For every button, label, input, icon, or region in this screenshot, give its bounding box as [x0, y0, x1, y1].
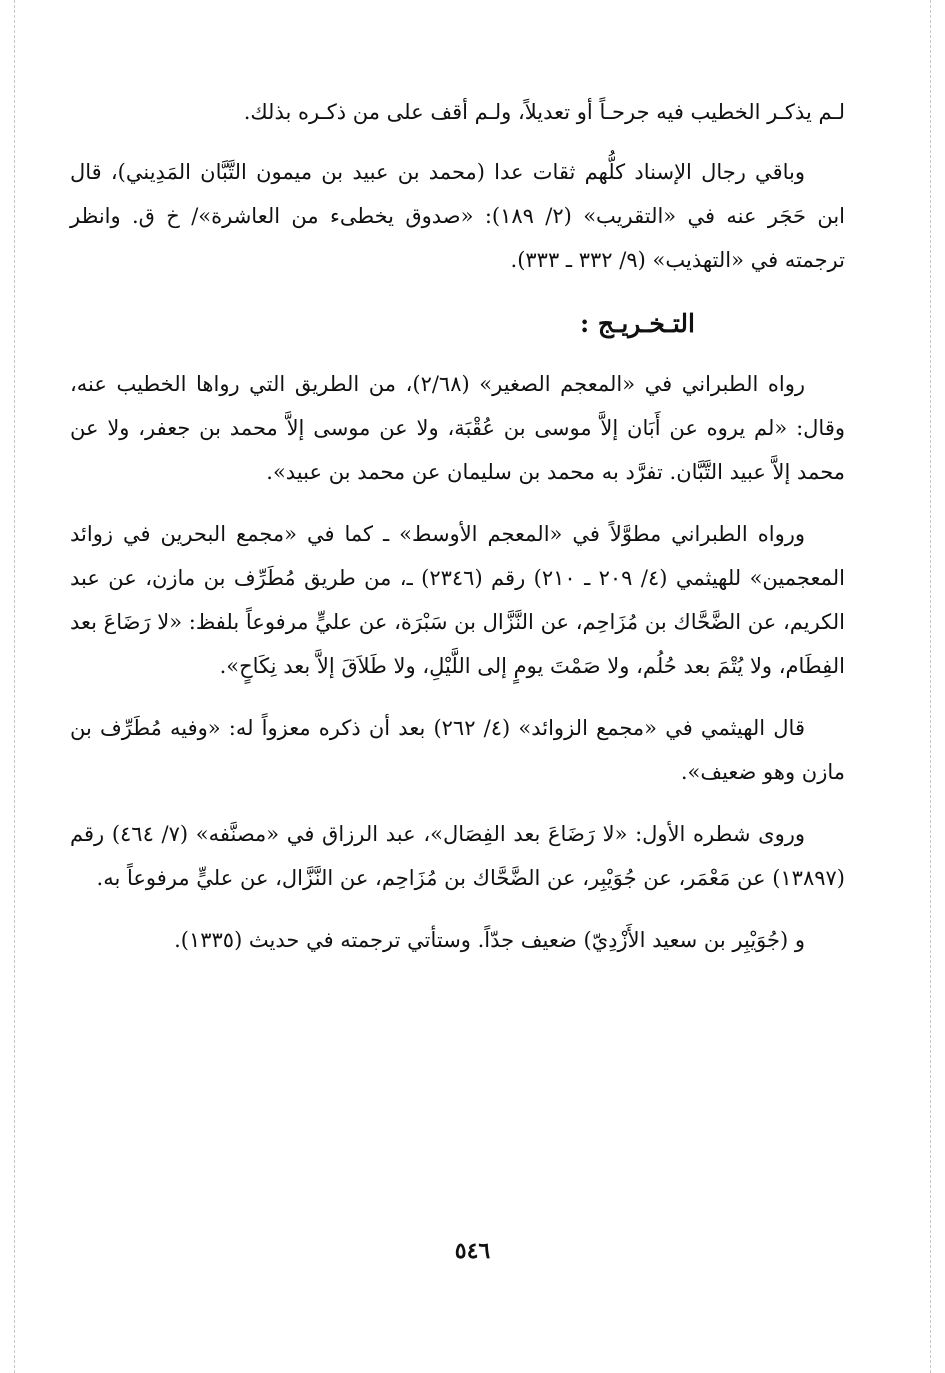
scan-edge-right — [930, 0, 931, 1373]
paragraph-tabarani-saghir: رواه الطبراني في «المعجم الصغير» (٢/٦٨)، من الطريق التي رواها الخطيب عنه، وقال: «لم يروه عن أَبَان إلاَّ موسى بن عُقْبَة، ولا عن موسى إلاَّ محمد بن جعفر، ولا عن محمد إلاَّ عبيد التَّبَّان. تفرَّد به محمد بن سليمان عن محمد بن عبيد». — [70, 372, 845, 484]
paragraph-continuation: لـم يذكـر الخطيب فيه جرحـاً أو تعديلاً، ولـم أقف على من ذكـره بذلك. — [243, 100, 845, 124]
section-heading-takhrij: التـخـريـج : — [579, 309, 695, 338]
paragraph-juwaybir: و (جُوَيْبِر بن سعيد الأَزْدِيّ) ضعيف جدّاً. وستأتي ترجمته في حديث (١٣٣٥). — [174, 928, 805, 952]
page-body — [70, 90, 845, 962]
paragraph-haythami: قال الهيثمي في «مجمع الزوائد» (٤/ ٢٦٢) بعد أن ذكره معزواً له: «وفيه مُطَرِّف بن مازن وهو ضعيف». — [70, 716, 845, 784]
paragraph-abdurrazzaq: وروى شطره الأول: «لا رَضَاعَ بعد الفِصَال»، عبد الرزاق في «مصنَّفه» (٧/ ٤٦٤) رقم (١٣٨٩٧) عن مَعْمَر، عن جُوَيْبِر، عن الضَّحَّاك بن مُزَاحِم، عن النَّزَّال، عن عليٍّ مرفوعاً به. — [70, 822, 845, 890]
page-number: ٥٤٦ — [454, 1238, 491, 1264]
scan-edge-left — [14, 0, 15, 1373]
paragraph-narrators: وباقي رجال الإسناد كلُّهم ثقات عدا (محمد بن عبيد بن ميمون التَّبَّان المَدِيني)، قال ابن حَجَر عنه في «التقريب» (٢/ ١٨٩): «صدوق يخطىء من العاشرة»/ خ ق. وانظر ترجمته في «التهذيب» (٩/ ٣٣٢ ـ ٣٣٣). — [70, 160, 845, 272]
paragraph-tabarani-awsat: ورواه الطبراني مطوَّلاً في «المعجم الأوسط» ـ كما في «مجمع البحرين في زوائد المعجمين» للهيثمي (٤/ ٢٠٩ ـ ٢١٠) رقم (٢٣٤٦) ـ، من طريق مُطَرِّف بن مازن، عن عبد الكريم، عن الضَّحَّاك بن مُزَاحِم، عن النَّزَّال بن سَبْرَة، عن عليٍّ مرفوعاً بلفظ: «لا رَضَاعَ بعد الفِطَام، ولا يُتْمَ بعد حُلُم، ولا صَمْتَ يومٍ إلى اللَّيْلِ، ولا طَلاَقَ إلاَّ بعد نِكَاحٍ». — [70, 522, 845, 678]
